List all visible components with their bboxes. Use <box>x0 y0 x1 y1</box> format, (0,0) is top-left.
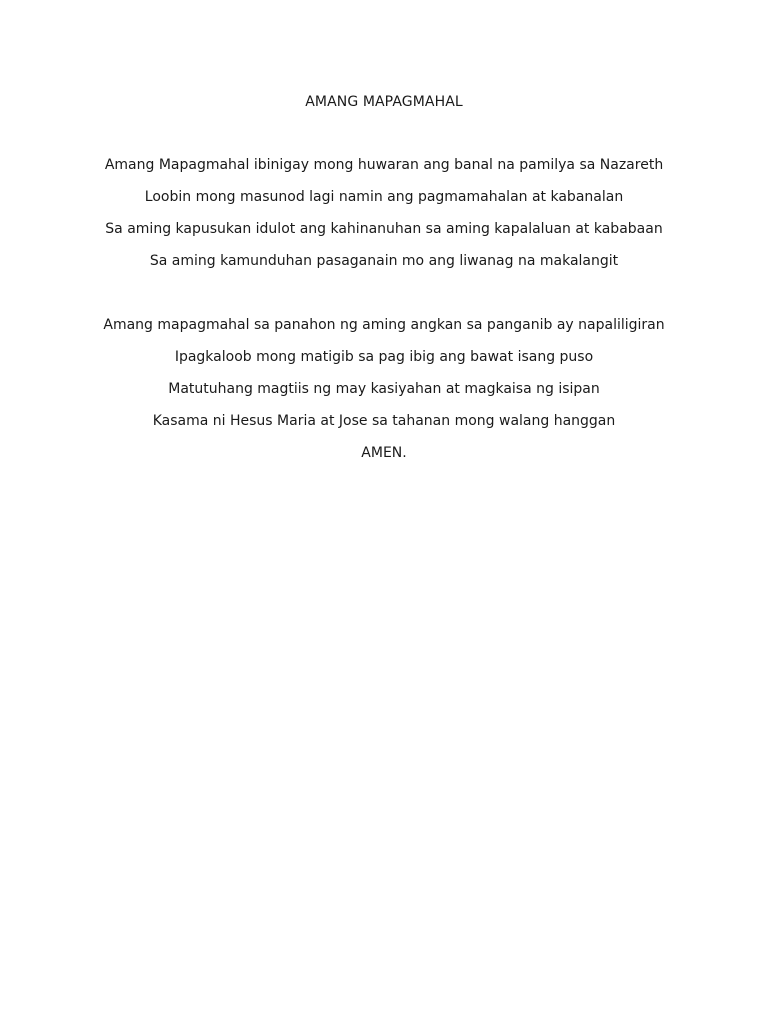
poem-line: Sa aming kapusukan idulot ang kahinanuhan sa aming kapalaluan at kababaan <box>105 221 663 237</box>
stanza-1 <box>0 155 768 283</box>
poem-line: Amang mapagmahal sa panahon ng aming angkan sa panganib ay napaliligiran <box>103 317 665 333</box>
poem-line: Kasama ni Hesus Maria at Jose sa tahanan mong walang hanggan <box>152 413 616 429</box>
stanza-2 <box>0 315 768 475</box>
closing-amen: AMEN. <box>361 445 407 461</box>
poem-line: Matutuhang magtiis ng may kasiyahan at magkaisa ng isipan <box>168 381 600 397</box>
poem-line: Loobin mong masunod lagi namin ang pagmamahalan at kabanalan <box>144 189 624 205</box>
poem-line: Amang Mapagmahal ibinigay mong huwaran ang banal na pamilya sa Nazareth <box>104 157 664 173</box>
document-title: AMANG MAPAGMAHAL <box>305 94 463 110</box>
poem-line: Sa aming kamunduhan pasaganain mo ang liwanag na makalangit <box>149 253 619 269</box>
poem-line: Ipagkaloob mong matigib sa pag ibig ang bawat isang puso <box>174 349 594 365</box>
